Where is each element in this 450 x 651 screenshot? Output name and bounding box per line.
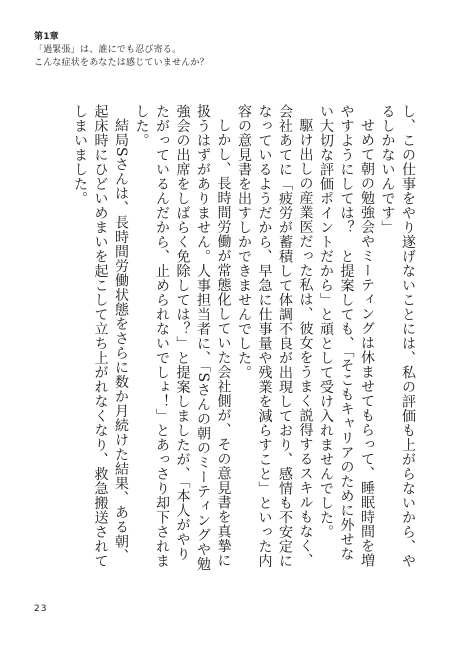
running-header: [34, 31, 209, 70]
paragraph-continued: し、この仕事をやり遂げないことには、私の評価も上がらないから、やるしかないんです」: [379, 104, 416, 568]
paragraph: しかし、長時間労働が常態化していた会社側が、その意見書を真摯に扱うはずがありません。人事担当者に、「Sさんの朝のミーティングや勉強会の出席をしばらく免除しては？」と提案しましたが、「本人がやりたがっているんだから、止められないでしょ！」とあっさり却下されました。: [133, 104, 232, 572]
page-number: 23: [34, 604, 48, 614]
paragraph: せめて朝の勉強会やミーティングは休ませてもらって、睡眠時間を増やすようにしては？ と提案しても、「そこもキャリアのために外せない大切な評価ポイントだから」と頑として受け入れませんでした。: [318, 104, 375, 568]
chapter-title-line-1: 「過緊張」は、誰にでも忍び寄る。: [34, 45, 182, 55]
paragraph: 結局Sさんは、長時間労働状態をさらに数か月続けた結果、ある朝、起床時にひどいめまいを起こして立ち上がれなくなり、救急搬送されてしまいました。: [72, 104, 129, 568]
paragraph: 駆け出しの産業医だった私は、彼女をうまく説得するスキルもなく、会社あてに「疲労が蓄積して体調不良が出現しており、感情も不安定になっているようだから、早急に仕事量や残業を減らすこと」といった内容の意見書を出すしかできませんでした。: [236, 104, 314, 568]
chapter-title-line-2: こんな症状をあなたは感じていませんか？: [34, 58, 209, 68]
chapter-label: 第1章: [34, 32, 59, 42]
body-text: [72, 104, 418, 572]
